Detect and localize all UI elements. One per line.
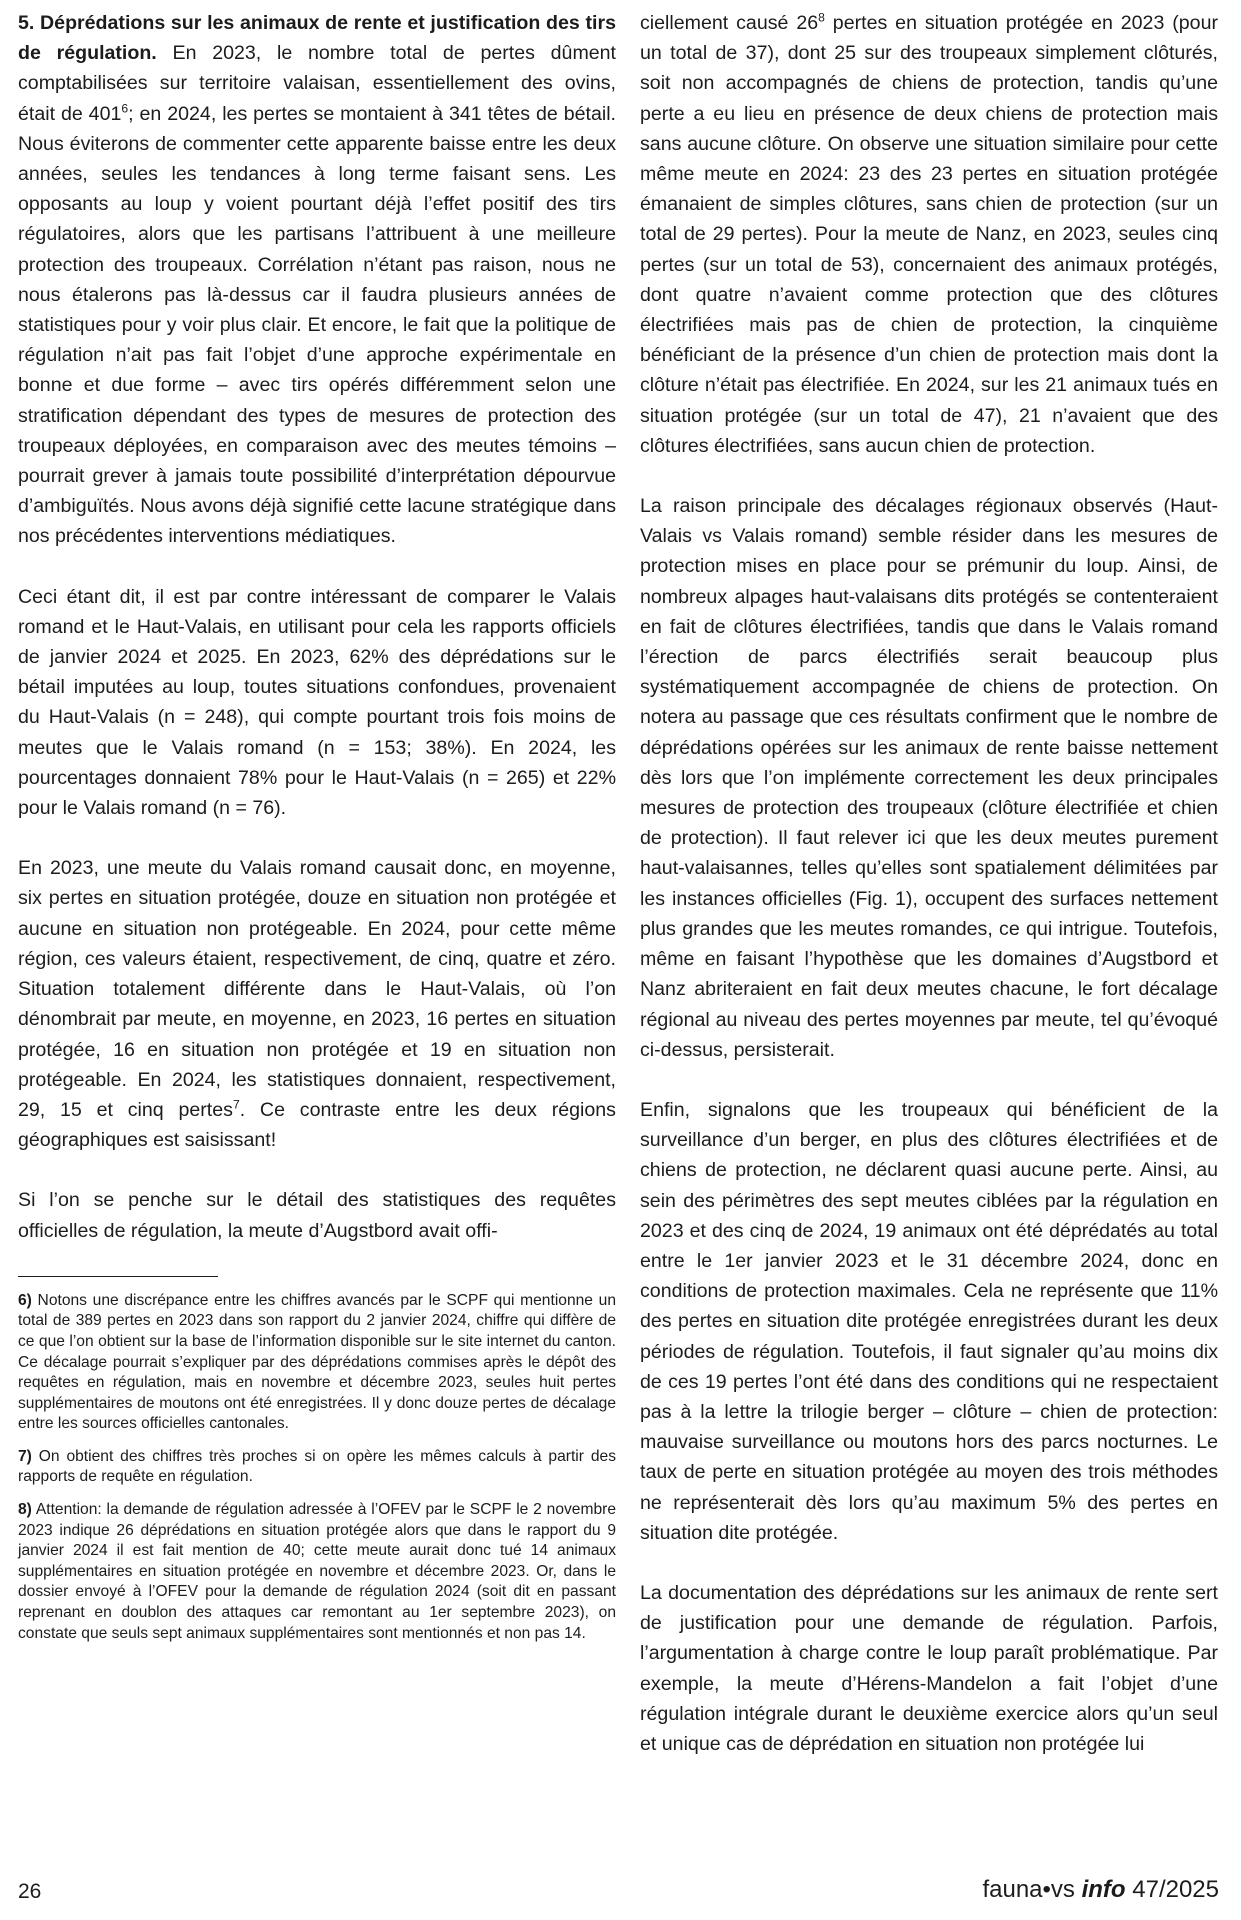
left-column <box>18 8 616 1656</box>
section-heading: 5. Déprédations sur les animaux de rente et justification des tirs de régulation. <box>18 12 616 65</box>
paragraph-text: pertes en situation protégée en 2023 (pour un total de 37), dont 25 sur des troupeaux simplement clôturés, soit non accompagnés de chiens de protection, tandis qu’une perte a eu lieu en présence de deux chiens de protection mais sans aucune clôture. On observe une situation similaire pour cette même meute en 2024: 23 des 23 pertes en situation protégée émanaient de simples clôtures, sans chien de protection (sur un total de 29 pertes). Pour la meute de Nanz, en 2023, seules cinq pertes (sur un total de 53), concernaient des animaux protégés, dont quatre n’avaient comme protection que des clôtures électrifiées mais pas de chien de protection, la cinquième bénéficiant de la présence d’un chien de protection mais dont la clôture n’était pas électrifiée. En 2024, sur les 21 animaux tués en situation protégée (sur un total de 47), 21 n’avaient que des clôtures électrifiées, sans aucun chien de protection. <box>640 12 1218 457</box>
paragraph-augstbord-start: Si l’on se penche sur le détail des statistiques des requêtes officielles de régulation, la meute d’Augstbord avait offi- <box>18 1189 616 1242</box>
brand-text: fauna <box>982 1876 1043 1903</box>
footnote-number: 6) <box>18 1291 32 1309</box>
footnote-number: 8) <box>18 1501 32 1519</box>
right-column <box>640 8 1218 1789</box>
paragraph-text: ; en 2024, les pertes se montaient à 341 têtes de bétail. Nous éviterons de commenter cette apparente baisse entre les deux années, seules les tendances à long terme faisant sens. Les opposants au loup y voient pourtant déjà l’effet positif des tirs régulatoires, alors que les partisans l’attribuent à une meilleure protection des troupeaux. Corrélation n’étant pas raison, nous ne nous étalerons pas là-dessus car il faudra plusieurs années de statistiques pour y voir plus clair. Et encore, le fait que la politique de régulation n’ait pas fait l’objet d’une approche expérimentale en bonne et due forme – avec tirs opérés différemment selon une stratification dépendant des types de mesures de protection des troupeaux déployées, en comparaison avec des meutes témoins – pourrait grever à jamais toute possibilité d’interprétation dépourvue d’ambiguïtés. Nous avons déjà signifié cette lacune stratégique dans nos précédentes interventions médiatiques. <box>18 102 616 548</box>
footnote-ref-7: 7 <box>232 1097 240 1112</box>
issue-number: 47/2025 <box>1125 1876 1219 1903</box>
brand-dot: • <box>1042 1876 1051 1903</box>
publication-logo <box>982 1876 1219 1904</box>
paragraph-regional-gaps: La raison principale des décalages régionaux observés (Haut-Valais vs Valais romand) semble résider dans les mesures de protection mises en place pour se prémunir du loup. Ainsi, de nombreux alpages haut-valaisans dits protégés se contenteraient en fait de clôtures électrifiées, tandis que dans le Valais romand l’érection de parcs électrifiés serait beaucoup plus systématiquement accompagnée de chiens de protection. On notera au passage que ces résultats confirment que le nombre de déprédations opérées sur les animaux de rente baisse nettement dès lors que l’on implémente correctement les deux principales mesures de protection des troupeaux (clôture électrifiée et chien de protection). Il faut relever ici que les deux meutes purement haut-valaisannes, telles qu’elles sont spatialement délimitées par les instances officielles (Fig. 1), occupent des surfaces nettement plus grandes que les meutes romandes, ce qui intrigue. Toutefois, même en faisant l’hypothèse que les domaines d’Augstbord et Nanz abriteraient en fait deux meutes chacune, le fort décalage régional au niveau des pertes moyennes par meute, tel qu’évoqué ci-dessus, persisterait. <box>640 495 1218 1061</box>
paragraph-depredations <box>18 8 616 552</box>
paragraph-averages <box>18 853 616 1155</box>
paragraph-text: ciellement causé 26 <box>640 12 819 34</box>
footnote-ref-6: 6 <box>121 101 129 116</box>
paragraph-text: . Ce contraste entre les deux régions géographiques est saisissant! <box>18 1098 616 1152</box>
footnote-8 <box>18 1500 616 1644</box>
brand-text: vs <box>1050 1876 1082 1903</box>
footnote-text: Attention: la demande de régulation adressée à l’OFEV par le SCPF le 2 novembre 2023 indique 26 déprédations en situation protégée alors que dans le rapport du 9 janvier 2024 il est fait mention de 40; cette meute aurait donc tué 14 animaux supplémentaires en situation protégée en novembre et décembre 2023. Or, dans le dossier envoyé à l’OFEV pour la demande de régulation 2024 (soit dit en passant reprenant en doublon des attaques car remontant au 1er septembre 2023), on constate que seuls sept animaux supplémentaires sont mentionnés et non pas 14. <box>18 1501 616 1642</box>
footnote-number: 7) <box>18 1447 32 1465</box>
footnote-6 <box>18 1291 616 1435</box>
paragraph-text: En 2023, le nombre total de pertes dûment comptabilisées sur territoire valaisan, essentiellement des ovins, était de 401 <box>18 42 617 125</box>
footnote-7 <box>18 1447 616 1488</box>
footnote-text: Notons une discrépance entre les chiffres avancés par le SCPF qui mentionne un total de 389 pertes en 2023 dans son rapport du 2 janvier 2024, chiffre qui diffère de ce que l’on obtient sur la base de l’information disponible sur le site internet du canton. Ce décalage pourrait s’expliquer par des déprédations commises après le dépôt des requêtes en régulation, mais en novembre et décembre 2023, seules huit pertes supplémentaires de moutons ont été enregistrées. Il y donc douze pertes de décalage entre les sources officielles cantonales. <box>18 1291 616 1433</box>
paragraph-augstbord-nanz <box>640 8 1218 461</box>
footnote-text: On obtient des chiffres très proches si on opère les mêmes calculs à partir des rapports de requête en régulation. <box>18 1447 616 1486</box>
paragraph-text: En 2023, une meute du Valais romand causait donc, en moyenne, six pertes en situation protégée, douze en situation non protégée et aucune en situation non protégeable. En 2024, pour cette même région, ces valeurs étaient, respectivement, de cinq, quatre et zéro. Situation totalement différente dans le Haut-Valais, où l’on dénombrait par meute, en moyenne, en 2023, 16 pertes en situation protégée, 16 en situation non protégée et 19 en situation non protégeable. En 2024, les statistiques donnaient, respectivement, 29, 15 et cinq pertes <box>18 857 616 1121</box>
footnote-ref-8: 8 <box>818 10 825 25</box>
footnote-divider <box>18 1276 218 1277</box>
paragraph-comparison: Ceci étant dit, il est par contre intéressant de comparer le Valais romand et le Haut-Valais, en utilisant pour cela les rapports officiels de janvier 2024 et 2025. En 2023, 62% des déprédations sur le bétail imputées au loup, toutes situations confondues, provenaient du Haut-Valais (n = 248), qui compte pourtant trois fois moins de meutes que le Valais romand (n = 153; 38%). En 2024, les pourcentages donnaient 78% pour le Haut-Valais (n = 265) et 22% pour le Valais romand (n = 76). <box>18 585 616 820</box>
brand-info: info <box>1081 1876 1126 1903</box>
paragraph-documentation: La documentation des déprédations sur les animaux de rente sert de justification pour une demande de régulation. Parfois, l’argumentation à charge contre le loup paraît problématique. Par exemple, la meute d’Hérens-Mandelon a fait l’objet d’une régulation intégrale durant le deuxième exercice alors qu’un seul et unique cas de déprédation en situation non protégée lui <box>640 1581 1218 1755</box>
page-number: 26 <box>18 1880 42 1903</box>
paragraph-shepherd: Enfin, signalons que les troupeaux qui bénéficient de la surveillance d’un berger, en plus des clôtures électrifiées et de chiens de protection, ne déclarent quasi aucune perte. Ainsi, au sein des périmètres des sept meutes ciblées par la régulation en 2023 et des cinq de 2024, 19 animaux ont été déprédatés au total entre le 1er janvier 2023 et le 31 décembre 2024, donc en conditions de protection maximales. Cela ne représente que 11% des pertes en situation dite protégée enregistrées durant les deux périodes de régulation. Toutefois, il faut signaler qu’au moins dix de ces 19 pertes l’ont été dans des conditions qui ne respectaient pas à la lettre la trilogie berger – clôture – chien de protection: mauvaise surveillance ou moutons hors des parcs nocturnes. Le taux de perte en situation protégée au moyen des trois méthodes ne représenterait dès lors qu’au maximum 5% des pertes en situation dite protégée. <box>640 1098 1218 1544</box>
